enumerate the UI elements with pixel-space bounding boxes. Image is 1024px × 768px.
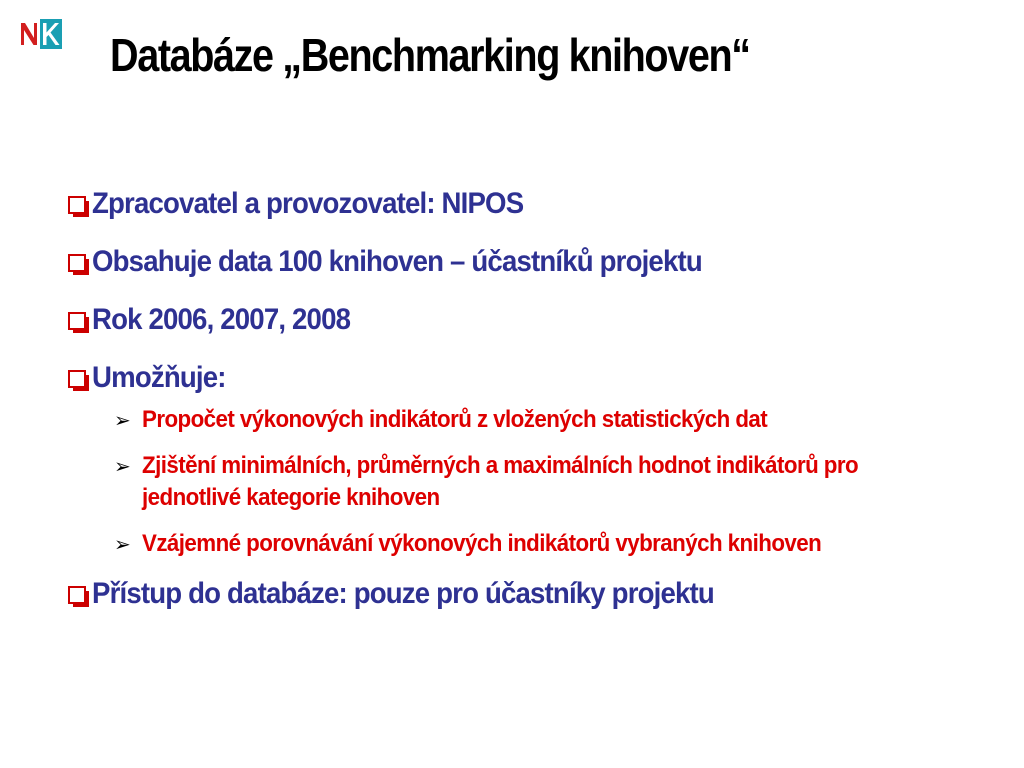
arrow-bullet-icon: ➢ [114,532,131,556]
square-bullet-icon [68,370,86,388]
bullet-text: Rok 2006, 2007, 2008 [92,303,351,336]
bullet-text: Umožňuje: [92,361,226,394]
bullet-text: Obsahuje data 100 knihoven – účastníků projektu [92,245,702,278]
sub-bullet-text: Vzájemné porovnávání výkonových indikátorů vybraných knihoven [142,530,822,557]
bullet-item [62,358,942,398]
sub-bullet-item [114,404,942,436]
nk-logo-icon [18,19,62,49]
sub-bullet-item [114,450,942,514]
bullet-item [62,184,942,224]
bullet-item [62,300,942,340]
square-bullet-icon [68,196,86,214]
bullet-item [62,574,942,614]
bullet-list [62,184,942,632]
bullet-text: Zpracovatel a provozovatel: NIPOS [92,187,524,220]
square-bullet-icon [68,312,86,330]
sub-bullet-text: Propočet výkonových indikátorů z vložených statistických dat [142,406,768,433]
square-bullet-icon [68,586,86,604]
arrow-bullet-icon: ➢ [114,454,131,478]
arrow-bullet-icon: ➢ [114,408,131,432]
slide-title: Databáze „Benchmarking knihoven“ [110,29,750,81]
sub-bullet-list [62,404,942,560]
sub-bullet-item [114,528,942,560]
sub-bullet-text: Zjištění minimálních, průměrných a maximálních hodnot indikátorů pro jednotlivé kategorie knihoven [142,452,859,511]
bullet-item [62,242,942,282]
square-bullet-icon [68,254,86,272]
bullet-text: Přístup do databáze: pouze pro účastníky projektu [92,577,714,610]
